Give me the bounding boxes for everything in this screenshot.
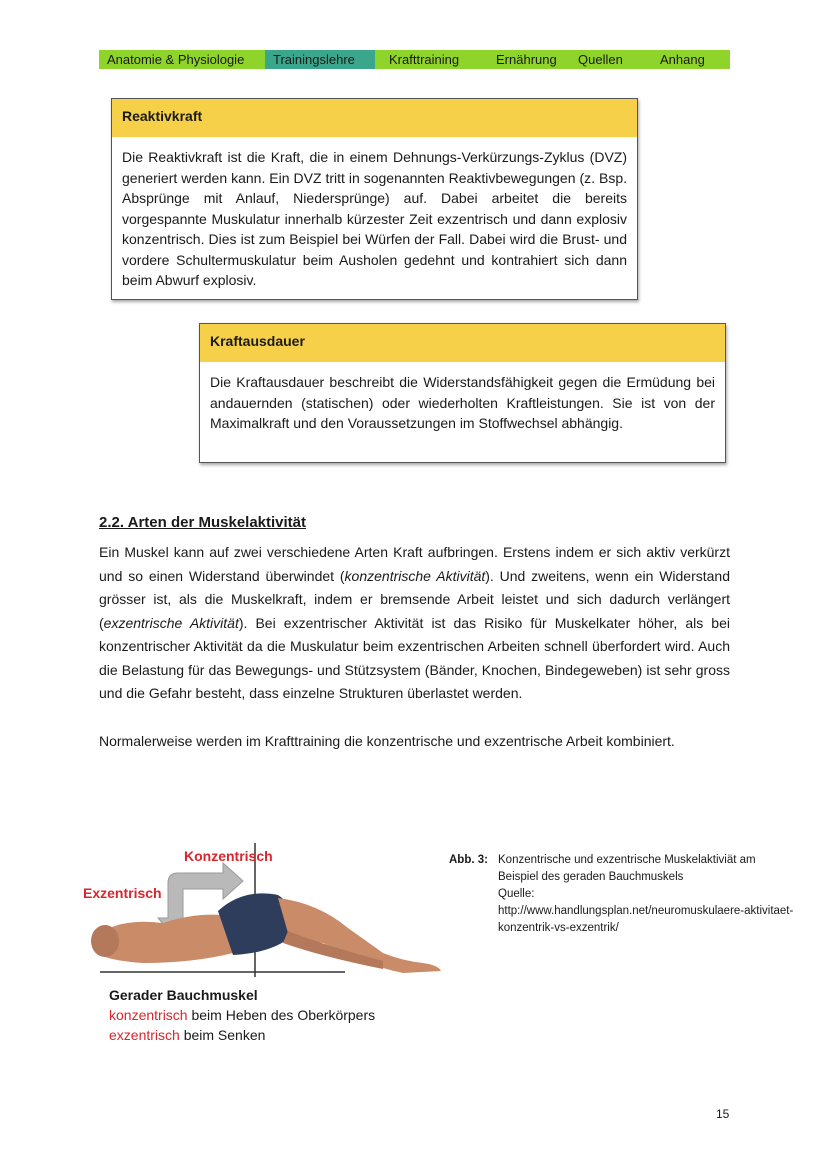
para1-emphasis-konzentrisch: konzentrische Aktivität [344, 567, 486, 584]
nav-item-anatomie[interactable]: Anatomie & Physiologie [107, 52, 245, 67]
caption-label: Abb. 3: [449, 854, 488, 866]
reaktivkraft-text: Die Reaktivkraft ist die Kraft, die in einem Dehnungs-Verkürzungs-Zyklus (DVZ) generiert werden kann. Ein DVZ tritt in sogenannten Reaktivbewegungen (z. Bsp. Absprünge mit Anlauf, Niedersprünge) auf. Dabei arbeitet die bereits vorgespannte Muskulatur innerhalb kürzester Zeit exzentrisch und dann explosiv konzentrisch. Dies ist zum Beispiel bei Würfen der Fall. Dabei wird die Brust- und vordere Schultermuskulatur beim Ausholen gedehnt und kontrahiert sich dann beim Abwurf explosiv. [122, 149, 627, 288]
crunch-illustration [83, 843, 445, 983]
para1-part-b: ). Und zweitens, wenn ein Widerstand grösser ist, als die Muskelkraft, indem er bremsende Arbeit leistet und sich dadurch verlängert ( [99, 567, 731, 631]
caption-source-label: Quelle: [498, 888, 535, 900]
para1-part-a: Ein Muskel kann auf zwei verschiedene Arten Kraft aufbringen. Erstens indem er sich aktiv verkürzt und so einen Widerstand überwindet ( [99, 544, 730, 584]
nav-item-anhang[interactable]: Anhang [660, 52, 705, 67]
section-paragraph-1 [99, 541, 730, 706]
reaktivkraft-title: Reaktivkraft [112, 99, 637, 137]
legend-konzentrisch-line [109, 1005, 375, 1025]
kraftausdauer-title: Kraftausdauer [200, 324, 725, 362]
nav-item-krafttraining[interactable]: Krafttraining [389, 52, 460, 67]
caption-text [498, 852, 798, 937]
page-number: 15 [716, 1107, 730, 1121]
para1-part-c: ). Bei exzentrischer Aktivität ist das Risiko für Muskelkater höher, als bei konzentrischer Aktivität da die Muskulatur beim exzentrischen Arbeiten schnell überfordert wird. Auch die Belastung für das Bewegungs- und Stützsystem (Bänder, Knochen, Bindegeweben) ist sehr gross und die Gefahr besteht, dass einzelne Strukturen überlastet werden. [99, 614, 730, 701]
caption-description: Konzentrische und exzentrische Muskelaktiviät am Beispiel des geraden Bauchmuskels [498, 854, 756, 883]
nav-item-quellen[interactable]: Quellen [578, 52, 623, 67]
legend-title: Gerader Bauchmuskel [109, 987, 258, 1003]
top-navigation [99, 50, 730, 69]
legend-konzentrisch-text: beim Heben des Oberkörpers [187, 1007, 376, 1023]
bauchmuskel-figure [83, 843, 445, 983]
legend-konzentrisch-word: konzentrisch [109, 1007, 188, 1023]
kraftausdauer-box [199, 323, 726, 463]
reaktivkraft-box [111, 98, 638, 300]
section-paragraph-2: Normalerweise werden im Krafttraining die konzentrische und exzentrische Arbeit kombiniert. [99, 733, 675, 749]
label-konzentrisch: Konzentrisch [184, 848, 273, 864]
legend-exzentrisch-line [109, 1025, 375, 1045]
nav-item-trainingslehre[interactable]: Trainingslehre [265, 50, 375, 69]
legend-exzentrisch-text: beim Senken [179, 1027, 266, 1043]
caption-source-url: http://www.handlungsplan.net/neuromuskulaere-aktivitaet-konzentrik-vs-exzentrik/ [498, 905, 794, 934]
para1-emphasis-exzentrisch: exzentrische Aktivität [103, 614, 239, 631]
figure-legend [109, 985, 375, 1045]
label-exzentrisch: Exzentrisch [83, 885, 162, 901]
legend-exzentrisch-word: exzentrisch [109, 1027, 180, 1043]
kraftausdauer-text: Die Kraftausdauer beschreibt die Widerstandsfähigkeit gegen die Ermüdung bei andauernden (statischen) oder wiederholten Kraftleistungen. Sie ist von der Maximalkraft und den Voraussetzungen im Stoffwechsel abhängig. [210, 374, 715, 431]
head-shape [91, 925, 119, 957]
nav-item-ernaehrung[interactable]: Ernährung [496, 52, 557, 67]
torso-shape [100, 915, 233, 963]
section-heading: 2.2. Arten der Muskelaktivität [99, 514, 307, 531]
